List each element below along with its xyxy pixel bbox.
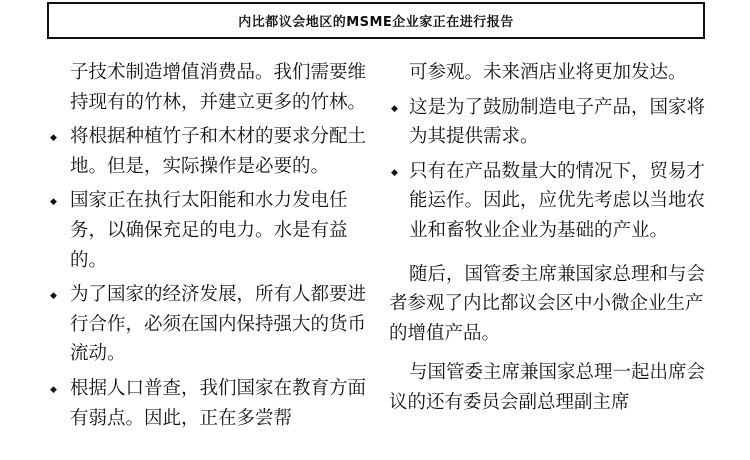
bullet-diamond-icon: ◆ (50, 384, 57, 395)
bullet-diamond-icon: ◆ (50, 291, 57, 302)
list-item-text: 为了国家的经济发展，所有人都要进行合作，必须在国内保持强大的货币流动。 (70, 284, 367, 365)
page-title: 内比都议会地区的MSME企业家正在进行报告 (238, 15, 514, 30)
body-paragraph: 与国管委主席兼国家总理一起出席会议的还有委员会副总理副主席 (389, 362, 706, 413)
right-continuation-text: 可参观。未来酒店业将更加发达。 (409, 62, 687, 83)
right-bullet-list (389, 93, 705, 246)
list-item (389, 157, 705, 246)
list-item-text: 这是为了鼓励制造电子产品，国家将为其提供需求。 (409, 96, 706, 148)
list-item (50, 186, 366, 275)
list-item (50, 122, 367, 181)
list-item-text: 根据人口普查，我们国家在教育方面有弱点。因此，正在多尝帮 (70, 377, 367, 429)
list-item-text: 只有在产品数量大的情况下，贸易才能运作。因此，应优先考虑以当地农业和畜牧业企业为基础的产业。 (409, 160, 706, 241)
right-column (389, 58, 705, 428)
list-item (50, 280, 367, 369)
header-title-box (47, 2, 705, 39)
list-item-text: 国家正在执行太阳能和水力发电任务，以确保充足的电力。水是有益的。 (70, 190, 348, 271)
bullet-diamond-icon: ◆ (50, 197, 57, 208)
left-bullet-list (50, 122, 367, 433)
bullet-diamond-icon: ◆ (391, 103, 398, 114)
bullet-diamond-icon: ◆ (391, 167, 398, 178)
body-paragraph: 随后，国管委主席兼国家总理和与会者参观了内比都议会区中小微企业生产的增值产品。 (389, 263, 706, 344)
list-item-text: 将根据种植竹子和木材的要求分配土地。但是，实际操作是必要的。 (70, 126, 367, 177)
left-column (50, 58, 367, 438)
list-item (389, 93, 705, 152)
list-item (50, 374, 367, 433)
bullet-diamond-icon: ◆ (50, 133, 57, 144)
left-continuation-text: 子技术制造增值消费品。我们需要维持现有的竹林，并建立更多的竹林。 (70, 62, 367, 113)
